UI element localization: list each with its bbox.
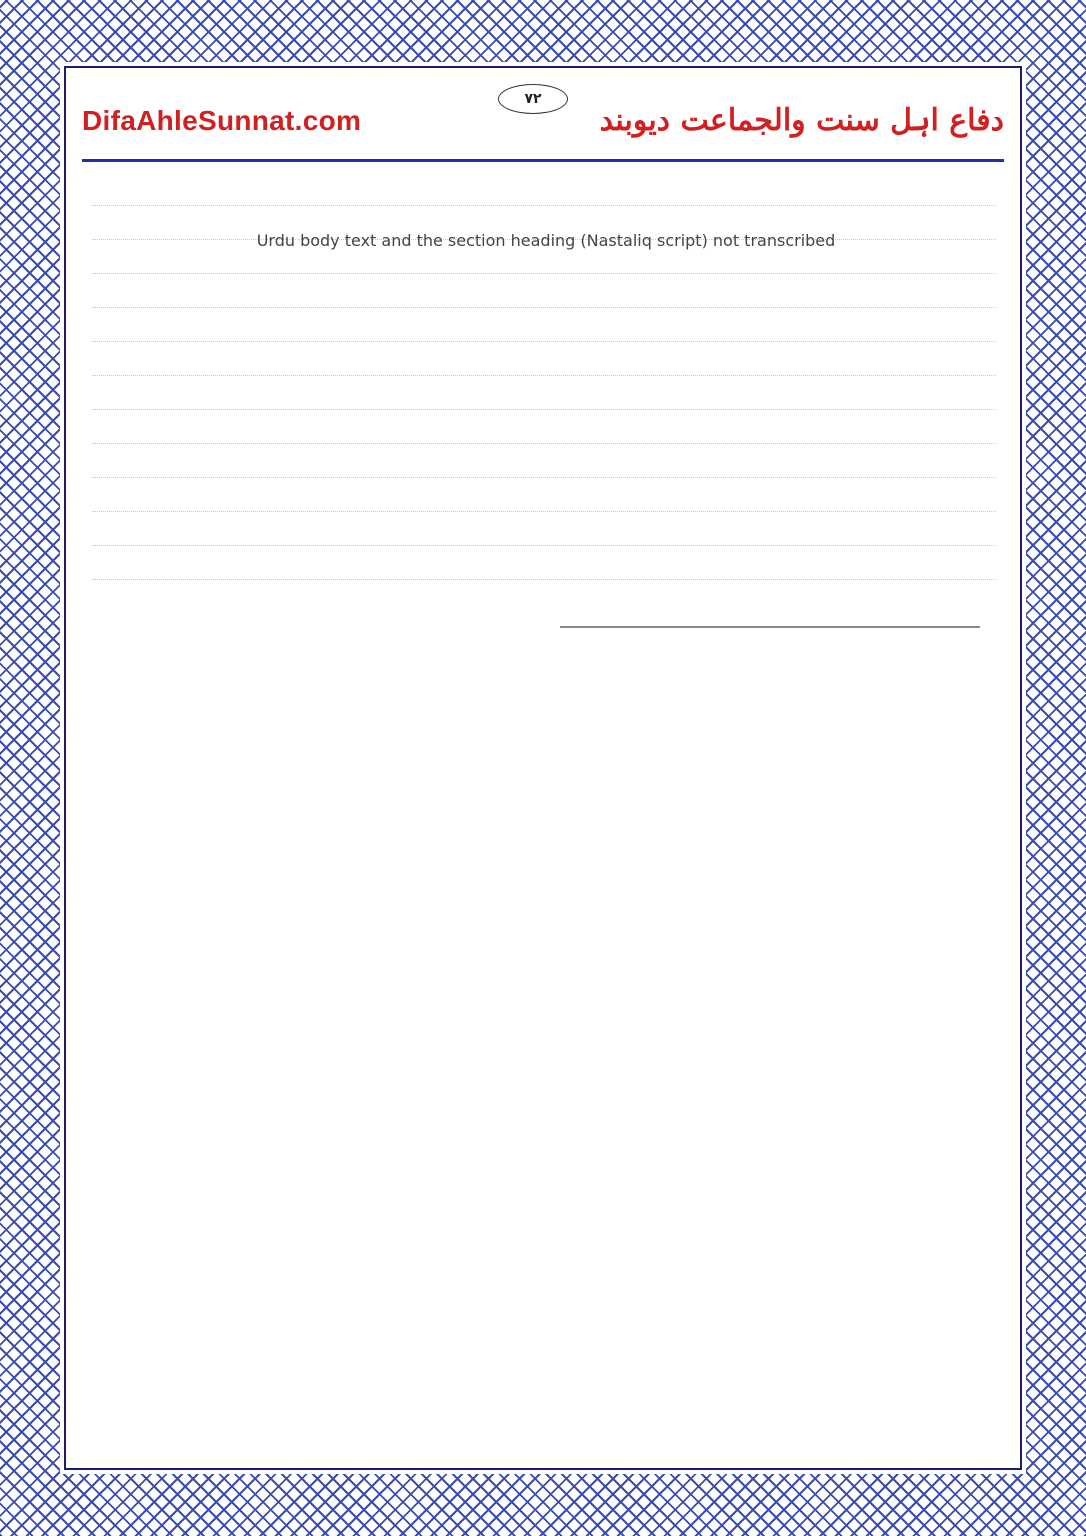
brand-title: دفاع اہل سنت والجماعت دیوبند <box>599 103 1004 138</box>
page-frame <box>64 66 1022 1470</box>
transcription-note: Urdu body text and the section heading (Nastaliq script) not transcribed <box>256 231 836 250</box>
page-number: ۷۲ <box>498 84 568 114</box>
site-url[interactable]: DifaAhleSunnat.com <box>82 104 362 136</box>
section-heading-placeholder <box>560 588 980 628</box>
